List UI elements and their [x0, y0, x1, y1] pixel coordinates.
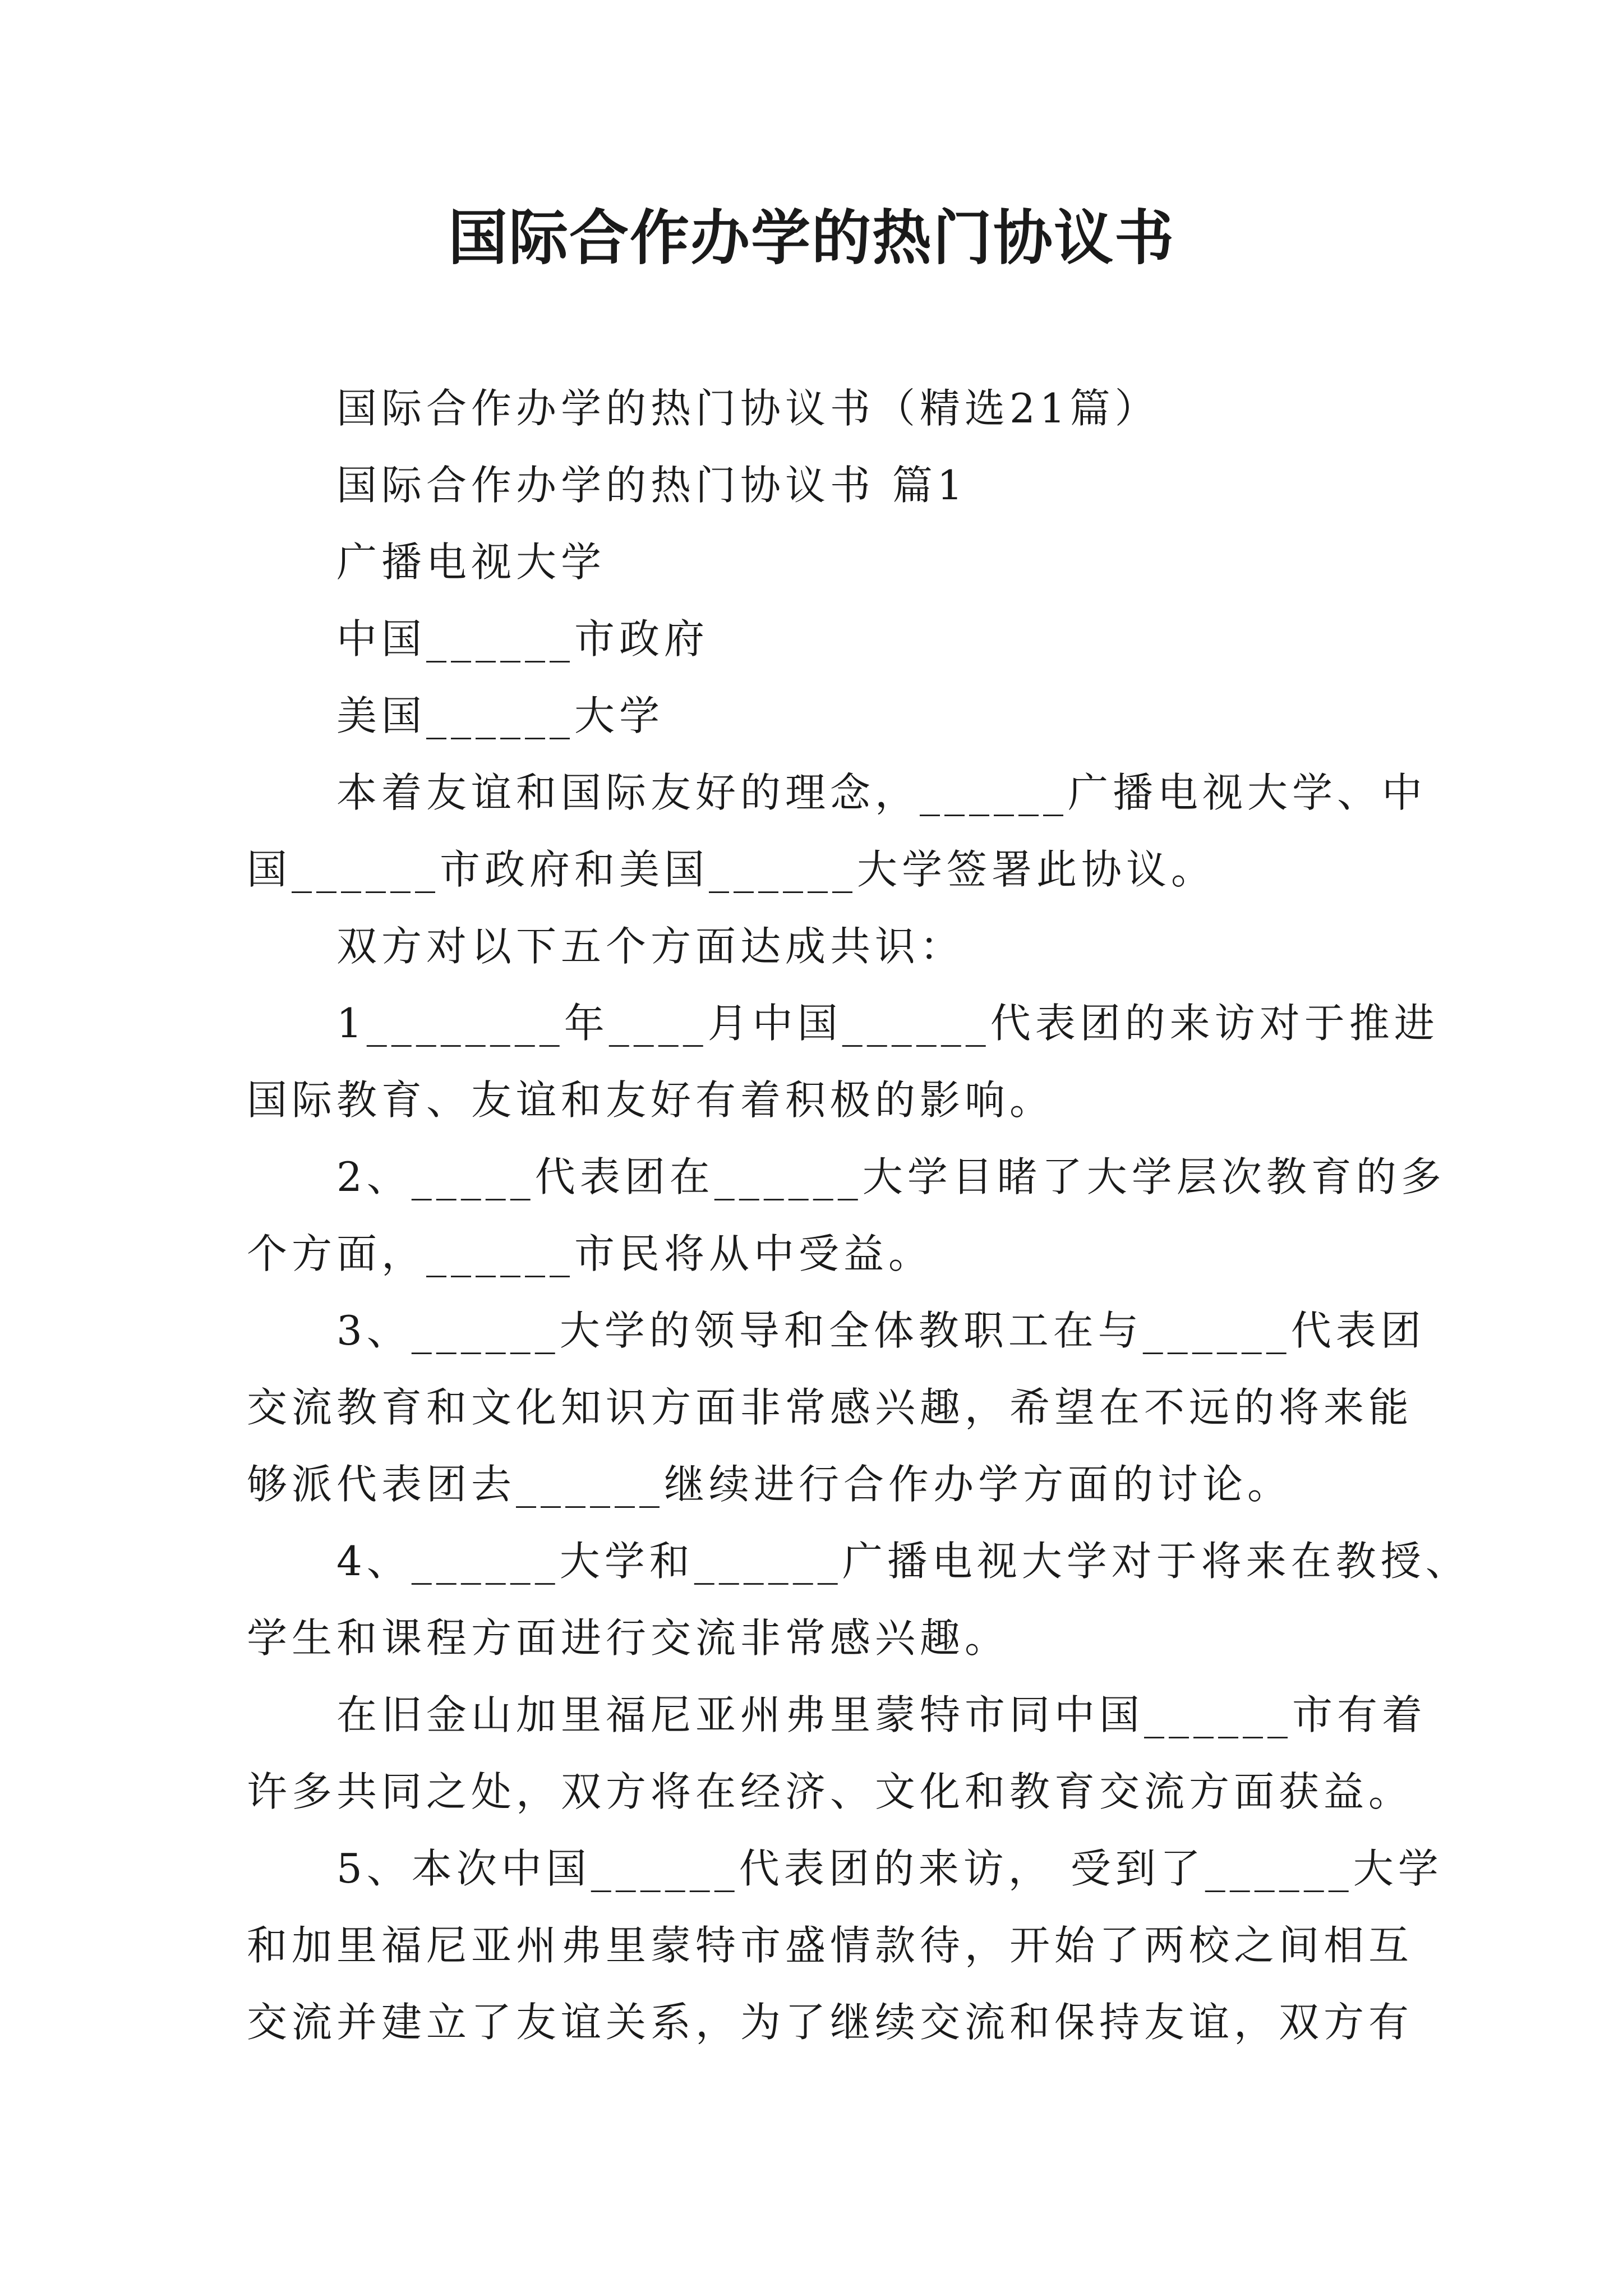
document-title: 国际合作办学的热门协议书: [448, 204, 1175, 273]
body-line: 4、______大学和______广播电视大学对于将来在教授、: [336, 1538, 1470, 1585]
body-line: 本着友谊和国际友好的理念，______广播电视大学、中: [336, 769, 1427, 816]
body-line: 双方对以下五个方面达成共识：: [336, 923, 965, 970]
body-line: 3、______大学的领导和全体教职工在与______代表团: [336, 1307, 1426, 1354]
body-line: 国际教育、友谊和友好有着积极的影响。: [247, 1076, 1055, 1124]
body-line: 国际合作办学的热门协议书 篇1: [336, 462, 967, 509]
body-line: 国______市政府和美国______大学签署此协议。: [247, 846, 1216, 893]
body-line: 在旧金山加里福尼亚州弗里蒙特市同中国______市有着: [336, 1691, 1427, 1738]
body-line: 2、_____代表团在______大学目睹了大学层次教育的多: [336, 1153, 1446, 1200]
body-line: 国际合作办学的热门协议书（精选21篇）: [336, 385, 1160, 432]
body-line: 美国______大学: [336, 692, 665, 739]
body-line: 个方面，______市民将从中受益。: [247, 1230, 934, 1277]
body-line: 许多共同之处，双方将在经济、文化和教育交流方面获益。: [247, 1768, 1414, 1815]
document-body: [247, 370, 1470, 2061]
body-line: 中国______市政府: [336, 615, 709, 662]
body-line: 5、本次中国______代表团的来访， 受到了______大学: [336, 1845, 1443, 1892]
body-line: 1________年____月中国______代表团的来访对于推进: [336, 1000, 1439, 1047]
body-line: 学生和课程方面进行交流非常感兴趣。: [247, 1614, 1010, 1662]
body-line: 交流教育和文化知识方面非常感兴趣，希望在不远的将来能: [247, 1384, 1414, 1431]
body-line: 广播电视大学: [336, 539, 606, 586]
body-line: 够派代表团去______继续进行合作办学方面的讨论。: [247, 1461, 1293, 1508]
body-line: 和加里福尼亚州弗里蒙特市盛情款待，开始了两校之间相互: [247, 1922, 1414, 1969]
body-line: 交流并建立了友谊关系，为了继续交流和保持友谊，双方有: [247, 1999, 1414, 2046]
